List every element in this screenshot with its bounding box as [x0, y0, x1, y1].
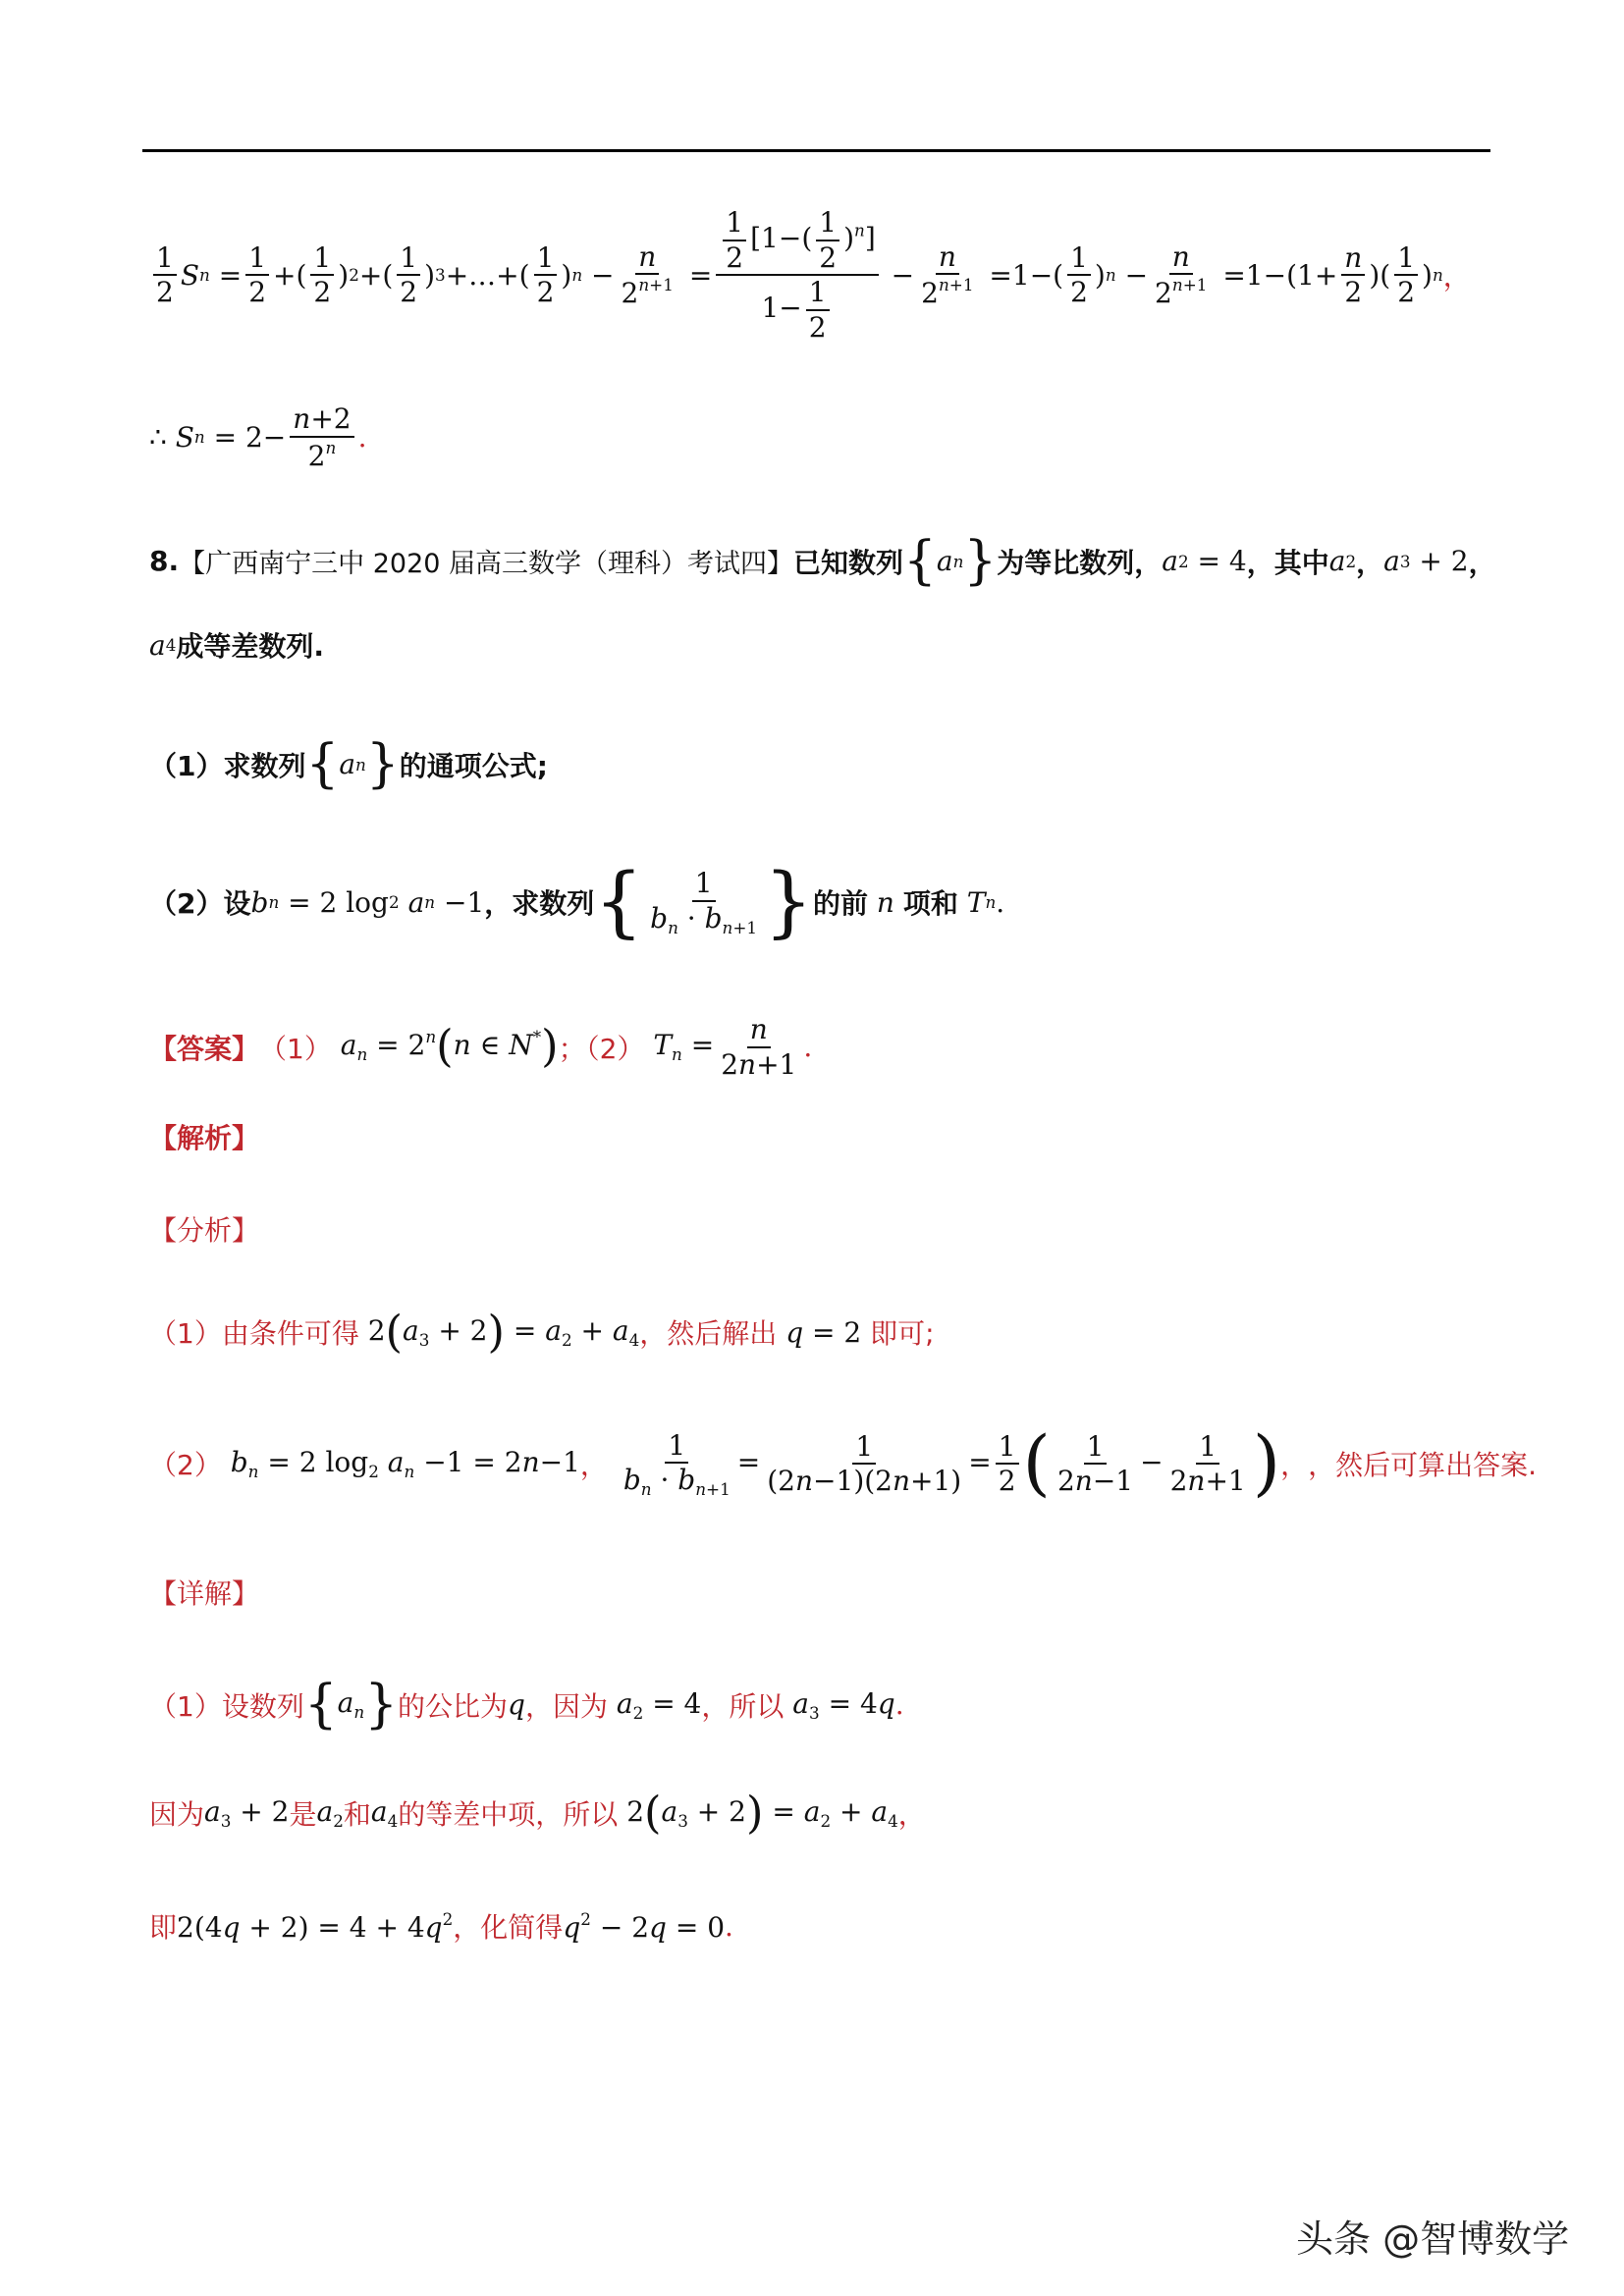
- xiangjie-step-3: 即 $2(4q + 2) = 4 + 4q^2$ ，化简得 $q^2 - 2q = 0$ .: [149, 1908, 733, 1944]
- question-source: 【广西南宁三中 2020 届高三数学（理科）考试四】: [179, 549, 794, 580]
- question-8-part2: （2） 设 b n = 2 log 2 a n −1 ，求数列 { $\frac{1}{b_n \cdot b_{n+1}}$ } 的前 n 项和 T n .: [149, 857, 1005, 946]
- xiangjie-heading: 【详解】: [149, 1577, 260, 1610]
- sum-derivation-line: $\frac{1}{2}$ S n = $\frac{1}{2}$ +( $\frac{1}{2}$ ) 2 +( $\frac{1}{2}$ ) 3 +…+( $\frac{1}{2}$ ) n − $\frac{n}{2^{n+1}}$ = $\frac{1}{2}$ [1−( $\frac{1}{2}$ )$^n$] 1− $\frac{1}{2}$ − $\frac{n}{2^{n+1}}$ =1−( $\frac{1}{2}$ ) n − $\frac{n}{2^{n+1}}$ =1−(1+ $\frac{n}{2}$ )( $\frac{1}{2}$ ) n ，: [149, 206, 1471, 344]
- top-rule: [142, 149, 1490, 152]
- sum-result-line: ∴ S n = 2− $\frac{n+2}{2^n}$ .: [149, 402, 367, 472]
- answer-line: 【答案】 （1） $a_n = 2^n(n$ ∈ N*) ；（2） $T_n$ = $\frac{n}{2n+1}$ .: [149, 1013, 813, 1081]
- fenxi-step-2: （2） $b_n = 2$ $\log_2 a_n -1 = 2n-1$ ， $\frac{1}{b_n \cdot b_{n+1}}$ = $\frac{1}{(2n-1)(2n+1)}$ = $\frac{1}{2}$ ( $\frac{1}{2n-1}$ − $\frac{1}{2n+1}$ ) ， ，然后可算出答案.: [149, 1421, 1538, 1505]
- watermark: 头条 @智博数学: [1296, 2217, 1570, 2261]
- xiangjie-step-1: （1）设数列 $\{a_n\}$ 的公比为 q ，因为 $a_2 = 4$ ，所以 $a_3 = 4q$ .: [149, 1674, 904, 1735]
- jiexi-heading: 【解析】: [149, 1122, 260, 1154]
- question-8-part1: （1） 求数列 { a n } 的通项公式;: [149, 733, 548, 794]
- question-8-stem-cont: a 4 成等差数列.: [149, 628, 325, 663]
- fenxi-step-1: （1）由条件可得 $2(a_3 + 2) = a_2 + a_4$ ，然后解出 q = 2 即可;: [149, 1306, 935, 1358]
- xiangjie-step-2: 因为 $a_3 + 2$ 是 $a_2$ 和 $a_4$ 的等差中项，所以 $2(a_3 + 2) = a_2 + a_4$ ，: [149, 1787, 926, 1839]
- fenxi-heading: 【分析】: [149, 1214, 260, 1247]
- question-8-stem: 8. 【广西南宁三中 2020 届高三数学（理科）考试四】 已知数列 { a n } 为等比数列， a 2 = 4 ，其中 a 2 ， a 3 + 2 ，: [149, 530, 1496, 591]
